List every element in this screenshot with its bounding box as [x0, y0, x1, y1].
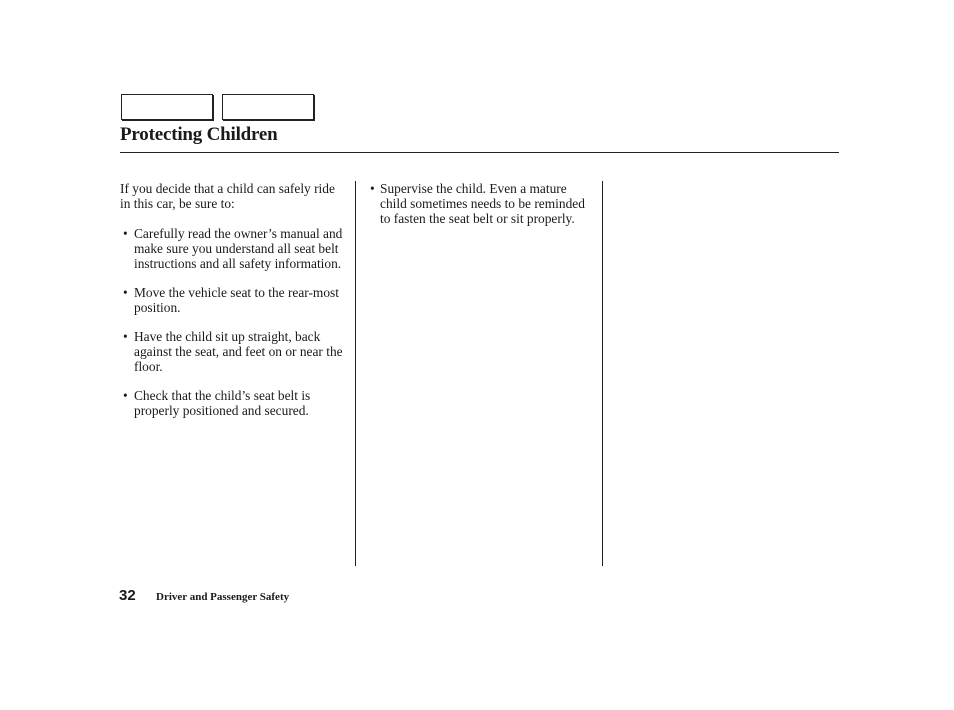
page-title: Protecting Children: [120, 124, 278, 145]
intro-paragraph: If you decide that a child can safely ride in this car, be sure to:: [120, 181, 335, 211]
column-divider: [602, 181, 603, 566]
bullet-icon: •: [123, 285, 128, 300]
list-item-text: Check that the child’s seat belt is properly positioned and secured.: [134, 388, 311, 418]
bullet-icon: •: [123, 329, 128, 344]
list-item-text: Carefully read the owner’s manual and make sure you understand all seat belt instructions and all safety information.: [134, 226, 343, 271]
bullet-icon: •: [370, 181, 375, 196]
section-name: Driver and Passenger Safety: [156, 591, 290, 603]
column-divider: [355, 181, 356, 566]
title-divider: [120, 152, 839, 153]
left-column: [120, 181, 348, 432]
list-item-text: Supervise the child. Even a mature child sometimes needs to be reminded to fasten the seat belt or sit properly.: [380, 181, 585, 226]
next-page-button[interactable]: [222, 94, 314, 120]
list-item: [120, 388, 348, 418]
page-number: 32: [119, 587, 136, 604]
list-item: [120, 285, 348, 315]
list-item-text: Have the child sit up straight, back against the seat, and feet on or near the floor.: [134, 329, 343, 374]
bullet-list: [120, 226, 348, 418]
list-item-text: Move the vehicle seat to the rear-most position.: [134, 285, 339, 315]
bullet-icon: •: [123, 226, 128, 241]
middle-column: [370, 181, 595, 240]
bullet-icon: •: [123, 388, 128, 403]
list-item: [120, 226, 348, 271]
bullet-list: [370, 181, 595, 226]
previous-page-button[interactable]: [121, 94, 213, 120]
list-item: [120, 329, 348, 374]
list-item: [370, 181, 595, 226]
